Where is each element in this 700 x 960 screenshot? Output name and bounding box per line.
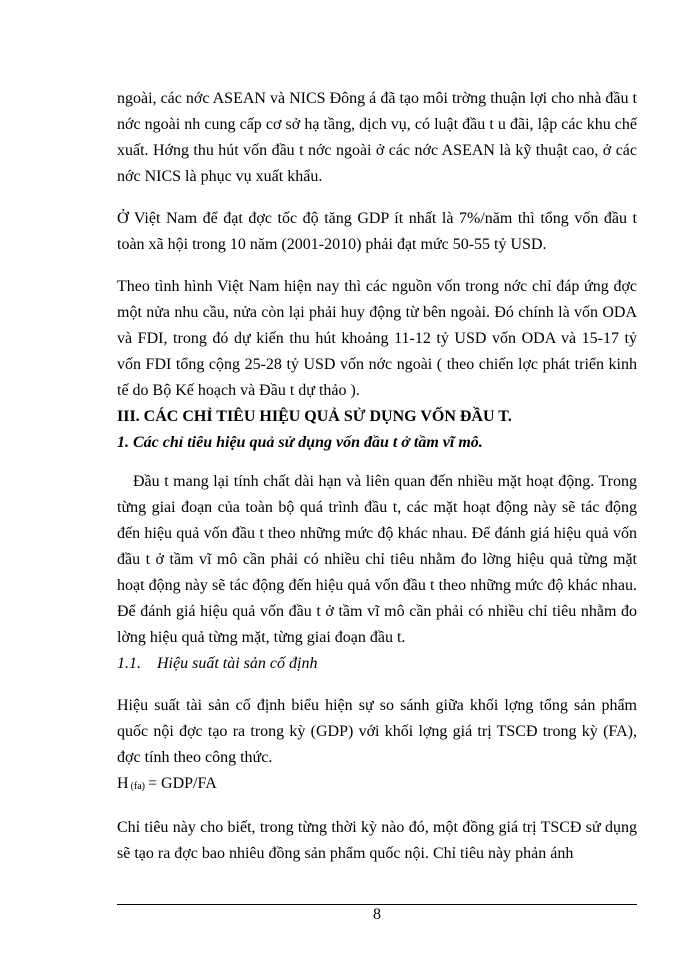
- formula-expression: = GDP/FA: [148, 775, 217, 792]
- formula-symbol: H: [117, 775, 129, 792]
- subsection-heading: 1. Các chỉ tiêu hiệu quả sử dụng vốn đầu t ở tầm vĩ mô.: [117, 434, 483, 451]
- section-heading: III. CÁC CHỈ TIÊU HIỆU QUẢ SỬ DỤNG VỐN ĐẦU T.: [117, 408, 512, 425]
- formula-subscript: (fa): [130, 781, 145, 792]
- paragraph-oda-fdi-sources: Theo tình hình Việt Nam hiện nay thì các nguồn vốn trong nớc chỉ đáp ứng đợc một nửa nhu cầu, nửa còn lại phải huy động từ bên ngoài. Đó chính là vốn ODA và FDI, trong đó dự kiến thu hút khoảng 11-12 tỷ USD vốn ODA và 15-17 tỷ vốn FDI tổng cộng 25-28 tỷ USD vốn nớc ngoài ( theo chiến lợc phát triển kinh tế do Bộ Kế hoạch và Đầu t dự thảo ).: [117, 278, 637, 399]
- paragraph-indicator-meaning: Chỉ tiêu này cho biết, trong từng thời kỳ nào đó, một đồng giá trị TSCĐ sử dụng sẽ tạo ra đợc bao nhiêu đồng sản phẩm quốc nội. Chỉ tiêu này phản ánh: [117, 819, 637, 862]
- page-body: [117, 86, 637, 867]
- page-number: 8: [373, 906, 381, 923]
- paragraph-foreign-investment-asean: ngoài, các nớc ASEAN và NICS Đông á đã tạo môi trờng thuận lợi cho nhà đầu t nớc ngoài nh cung cấp cơ sở hạ tầng, dịch vụ, có luật đầu t u đãi, lập các khu chế xuất. Hớng thu hút vốn đầu t nớc ngoài ở các nớc ASEAN là kỹ thuật cao, ở các nớc NICS là phục vụ xuất khẩu.: [117, 90, 637, 185]
- paragraph-macro-efficiency: Đầu t mang lại tính chất dài hạn và liên quan đến nhiều mặt hoạt động. Trong từng giai đoạn của toàn bộ quá trình đầu t, các mặt hoạt động này sẽ tác động đến hiệu quả vốn đầu t theo những mức độ khác nhau. Để đánh giá hiệu quả vốn đầu t ở tầm vĩ mô cần phải có nhiều chỉ tiêu nhằm đo lờng hiệu quả từng mặt hoạt động này sẽ tác động đến hiệu quả vốn đầu t theo những mức độ khác nhau. Để đánh giá hiệu quả vốn đầu t ở tầm vĩ mô cần phải có nhiều chỉ tiêu nhằm đo lờng hiệu quả từng mặt, từng giai đoạn đầu t.: [117, 473, 637, 646]
- item-heading: [117, 651, 637, 677]
- item-heading-number: 1.1.: [117, 655, 141, 672]
- paragraph-fixed-asset-efficiency: Hiệu suất tài sản cố định biểu hiện sự so sánh giữa khối lợng tổng sản phẩm quốc nội đợc tạo ra trong kỳ (GDP) với khối lợng giá trị TSCĐ trong kỳ (FA), đợc tính theo công thức.: [117, 697, 637, 766]
- paragraph-vietnam-gdp-target: Ở Việt Nam để đạt đợc tốc độ tăng GDP ít nhất là 7%/năm thì tổng vốn đầu t toàn xã hội trong 10 năm (2001-2010) phải đạt mức 50-55 tỷ USD.: [117, 210, 637, 253]
- item-heading-title: Hiệu suất tài sản cố định: [157, 655, 318, 672]
- formula: [117, 771, 637, 799]
